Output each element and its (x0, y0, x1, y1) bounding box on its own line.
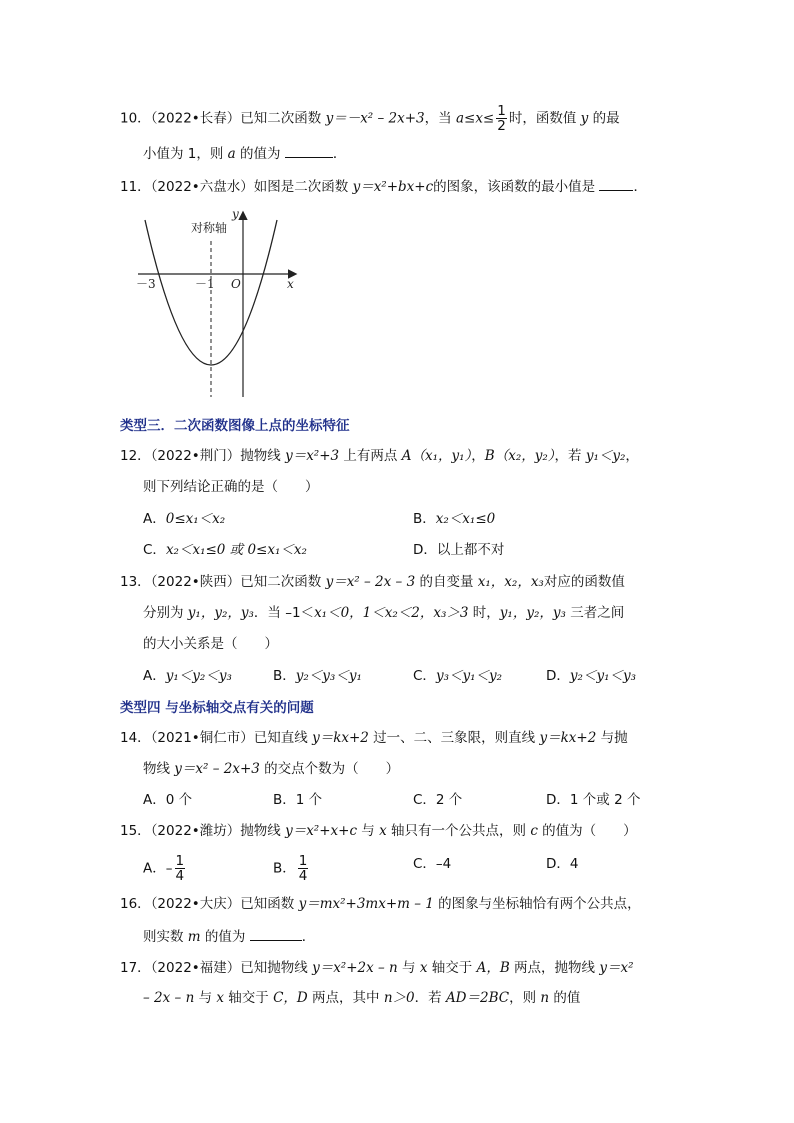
q15-option-c[interactable]: C．–4 (413, 856, 452, 872)
question-text: 与 (194, 990, 217, 1006)
question-text: 已知二次函数 (240, 574, 326, 590)
question-14-line-1 (120, 728, 628, 748)
function-expression: y＝x² (599, 960, 634, 976)
q13-option-b[interactable] (273, 666, 362, 686)
function-expression: y＝x²+3 (285, 448, 340, 464)
question-16-line-2 (143, 926, 315, 947)
option-text: x₂＜x₁≤0 或 0≤x₁＜x₂ (165, 542, 307, 558)
condition-expression: a≤x≤ (455, 110, 495, 127)
question-text: 抛物线 (240, 448, 286, 464)
question-number: 14． (120, 730, 151, 746)
answer-blank[interactable] (285, 143, 333, 158)
question-source: （2022•荆门） (150, 448, 241, 464)
option-label: B． (413, 511, 436, 527)
fraction-one-quarter (298, 854, 309, 883)
question-text: 上有两点 (339, 448, 402, 464)
function-expression: y＝x²+bx+c (352, 179, 434, 195)
question-number: 13． (120, 574, 151, 590)
variable: y (580, 110, 589, 127)
q13-option-a[interactable] (143, 666, 232, 686)
graph-label-neg1: －1 (195, 277, 215, 291)
question-text: 的交点个数为（ ） (259, 761, 400, 777)
question-text: 轴交于 (224, 990, 274, 1006)
condition-expression: x₁＜0，1＜x₂＜2，x₃＞3 (314, 605, 469, 621)
variable: x (419, 960, 428, 976)
question-text: 分别为 (143, 605, 188, 621)
option-text: y₂＜y₁＜y₃ (569, 668, 637, 684)
option-text: 0≤x₁＜x₂ (165, 511, 226, 527)
function-expression: y＝x²+2x – n (312, 960, 398, 976)
q15-option-a[interactable] (143, 854, 187, 883)
question-number: 12． (120, 448, 151, 464)
question-source: （2021•铜仁市） (150, 730, 254, 746)
question-16-line-1 (120, 894, 641, 914)
question-10-line-1 (120, 104, 620, 133)
question-text: 与 (357, 823, 380, 839)
option-label: A． (143, 511, 166, 527)
question-text: 两点，其中 (307, 990, 384, 1006)
option-text: x₂＜x₁≤0 (435, 511, 496, 527)
question-text: 的值为（ ） (537, 823, 637, 839)
question-text: 的值为 (235, 146, 285, 162)
option-text: 以上都不对 (436, 542, 505, 558)
question-13-line-2 (143, 603, 624, 623)
option-label: B． (273, 668, 296, 684)
variable: c (530, 823, 538, 839)
question-text: ．若 (414, 990, 446, 1006)
variable: m (187, 929, 201, 945)
fraction-denominator: 4 (175, 868, 185, 884)
question-text: 的图象，该函数的最小值是 (433, 179, 600, 195)
question-text: 已知函数 (240, 896, 299, 912)
question-text: 则实数 (143, 929, 188, 945)
question-text: 已知抛物线 (240, 960, 313, 976)
question-text: 与 (397, 960, 420, 976)
option-text: y₁＜y₂＜y₃ (165, 668, 232, 684)
question-text: 的图象与坐标轴恰有两个公共点， (433, 896, 641, 912)
fraction-denominator: 2 (497, 118, 506, 134)
variables: y₁，y₂，y₃ (499, 605, 566, 621)
question-14-line-2 (143, 759, 399, 779)
question-number: 16． (120, 896, 151, 912)
question-text: 已知直线 (253, 730, 313, 746)
graph-label-neg3: －3 (136, 277, 156, 291)
variable: n (540, 990, 550, 1006)
question-11-line-1 (120, 176, 647, 197)
question-12-line-2: 则下列结论正确的是（ ） (143, 479, 319, 495)
question-source: （2022•长春） (150, 110, 241, 127)
q12-option-b[interactable] (413, 509, 495, 529)
section-heading-4: 类型四 与坐标轴交点有关的问题 (120, 700, 314, 716)
question-text: 轴交于 (427, 960, 477, 976)
fraction-one-half (496, 104, 507, 133)
question-text: 与抛 (596, 730, 628, 746)
point-a: A（x₁，y₁） (401, 448, 472, 464)
punctuation: ． (301, 929, 316, 945)
question-text: 的值 (549, 990, 581, 1006)
question-number: 15． (120, 823, 151, 839)
question-text: 三者之间 (565, 605, 625, 621)
option-label: A． (143, 668, 166, 684)
question-source: （2022•陕西） (150, 574, 241, 590)
function-expression: – 2x – n (143, 990, 195, 1006)
question-text: 对应的函数值 (543, 574, 625, 590)
fraction-one-quarter (175, 854, 186, 883)
graph-label-y: y (232, 207, 239, 221)
parabola-graph (133, 205, 313, 410)
question-text: ，若 (554, 448, 586, 464)
question-number: 11． (120, 179, 151, 195)
question-text: 过一、二、三象限，则直线 (368, 730, 540, 746)
question-text: 的值为 (200, 929, 250, 945)
option-text: y₃＜y₁＜y₂ (435, 668, 503, 684)
function-expression: y＝mx²+3mx+m – 1 (298, 896, 434, 912)
question-text: ，则 (509, 990, 541, 1006)
q14-option-a[interactable]: A．0 个 (143, 792, 193, 808)
q13-option-d[interactable] (546, 666, 636, 686)
option-label: C． (143, 542, 166, 558)
q12-option-d[interactable] (413, 540, 504, 560)
points: A，B (476, 960, 510, 976)
fraction-denominator: 4 (298, 868, 308, 884)
question-source: （2022•大庆） (150, 896, 241, 912)
option-label: D． (413, 542, 437, 558)
variable: x (379, 823, 387, 839)
q12-option-c[interactable] (143, 540, 307, 560)
question-text: 的自变量 (415, 574, 478, 590)
function-expression: y＝－x² – 2x+3 (325, 110, 425, 127)
variable: a (227, 146, 236, 162)
question-10-line-2 (143, 143, 346, 164)
option-label: C． (413, 668, 436, 684)
punctuation: ． (332, 146, 347, 162)
question-text: 的最 (588, 110, 620, 127)
function-expression: y＝x² – 2x – 3 (325, 574, 416, 590)
question-13-line-1 (120, 572, 625, 592)
question-text: 抛物线 (240, 823, 286, 839)
q14-option-c[interactable]: C．2 个 (413, 792, 463, 808)
q15-option-d[interactable]: D．4 (546, 856, 579, 872)
question-12-line-1: 12．（2022•荆门）抛物线 y＝x²+3 上有两点 A（x₁，y₁），B（x₂，y₂），若 y₁＜y₂， (120, 448, 639, 464)
fraction-numerator: 1 (497, 103, 506, 119)
question-text: 物线 (143, 761, 175, 777)
variable: x (216, 990, 224, 1006)
point-b: B（x₂，y₂） (484, 448, 555, 464)
question-17-line-2 (143, 988, 580, 1008)
question-source: （2022•六盘水） (150, 179, 254, 195)
q13-option-c[interactable] (413, 666, 502, 686)
question-text: 时，函数值 (508, 110, 581, 127)
question-text: ．当 –1＜ (253, 605, 315, 621)
q15-option-b[interactable] (273, 854, 310, 883)
variables: y₁，y₂，y₃ (187, 605, 254, 621)
question-text: 已知二次函数 (240, 110, 326, 127)
function-expression: y＝kx+2 (312, 730, 369, 746)
punctuation: ． (633, 179, 647, 195)
variables: x₁，x₂，x₃ (477, 574, 544, 590)
function-expression: y＝kx+2 (539, 730, 597, 746)
q12-option-a[interactable] (143, 509, 225, 529)
question-text: 轴只有一个公共点，则 (386, 823, 531, 839)
function-expression: y＝x² – 2x+3 (174, 761, 260, 777)
option-label: D． (546, 668, 570, 684)
minus-sign: – (165, 860, 173, 877)
condition-expression: n＞0 (383, 990, 415, 1006)
condition-expression: y₁＜y₂ (585, 448, 626, 464)
question-text: ，当 (424, 110, 456, 127)
option-label: B． (273, 860, 296, 877)
equation: AD＝2BC (445, 990, 510, 1006)
question-13-line-3: 的大小关系是（ ） (143, 636, 278, 652)
graph-label-symmetry-axis: 对称轴 (191, 221, 228, 235)
fraction-numerator: 1 (298, 853, 308, 869)
question-source: （2022•潍坊） (150, 823, 241, 839)
question-text: 小值为 1，则 (143, 146, 228, 162)
option-text: y₂＜y₃＜y₁ (295, 668, 362, 684)
question-text: 如图是二次函数 (253, 179, 353, 195)
graph-label-origin: O (231, 277, 241, 291)
graph-label-x: x (287, 277, 294, 291)
question-number: 10． (120, 110, 151, 127)
question-17-line-1 (120, 958, 634, 978)
question-text: 时， (468, 605, 500, 621)
q14-option-d[interactable]: D．1 个或 2 个 (546, 792, 641, 808)
q14-option-b[interactable]: B．1 个 (273, 792, 323, 808)
answer-blank[interactable] (599, 176, 633, 191)
answer-blank[interactable] (250, 926, 302, 941)
points: C，D (273, 990, 308, 1006)
function-expression: y＝x²+x+c (285, 823, 358, 839)
fraction-numerator: 1 (175, 853, 185, 869)
option-label: A． (143, 860, 166, 877)
question-text: 两点，抛物线 (509, 960, 600, 976)
section-heading-3: 类型三．二次函数图像上点的坐标特征 (120, 418, 350, 434)
question-number: 17． (120, 960, 151, 976)
question-source: （2022•福建） (150, 960, 241, 976)
question-15-line-1 (120, 821, 637, 841)
